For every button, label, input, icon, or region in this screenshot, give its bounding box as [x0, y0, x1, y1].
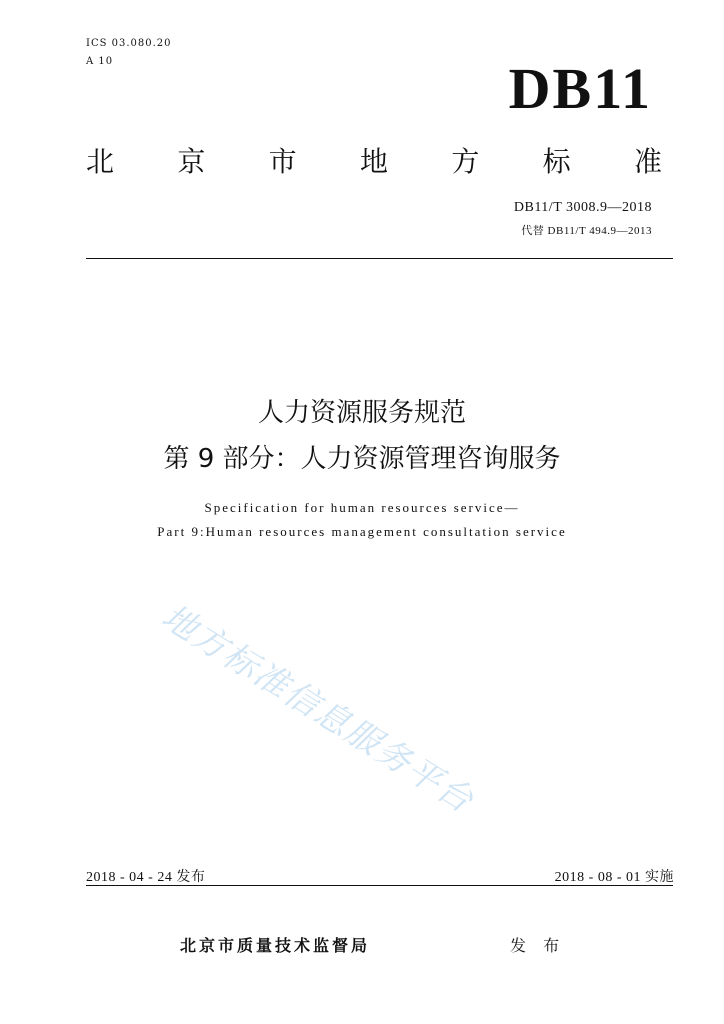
top-divider: [86, 258, 673, 259]
standard-type-char: 京: [177, 145, 206, 178]
standard-type-char: 市: [268, 145, 297, 178]
watermark: 地方标准信息服务平台: [154, 596, 482, 822]
db11-logo: DB11: [508, 56, 652, 121]
bottom-divider: [86, 885, 673, 886]
english-title-main: Specification for human resources service—: [204, 500, 520, 515]
title-part: 第 9 部分：人力资源管理咨询服务: [163, 444, 561, 474]
issue-date: 2018 - 04 - 24 发布: [86, 870, 206, 885]
replaces-standard: 代替 DB11/T 494.9—2013: [521, 225, 652, 237]
implementation-date: 2018 - 08 - 01 实施: [554, 870, 674, 885]
ccs-code: A 10: [86, 56, 114, 67]
title-main: 人力资源服务规范: [257, 398, 466, 428]
standard-type-char: 标: [542, 145, 571, 178]
standard-type-char: 方: [451, 145, 480, 178]
standard-number: DB11/T 3008.9—2018: [513, 200, 652, 215]
standard-type-char: 北: [86, 145, 115, 178]
ics-code: ICS 03.080.20: [86, 38, 172, 49]
issued-label: 发 布: [510, 936, 566, 955]
standard-type-char: 准: [633, 145, 662, 178]
issuing-authority: 北京市质量技术监督局: [180, 936, 371, 955]
english-title-part: Part 9:Human resources management consultation service: [157, 524, 567, 539]
standard-type: [86, 140, 662, 180]
standard-type-char: 地: [359, 145, 388, 178]
